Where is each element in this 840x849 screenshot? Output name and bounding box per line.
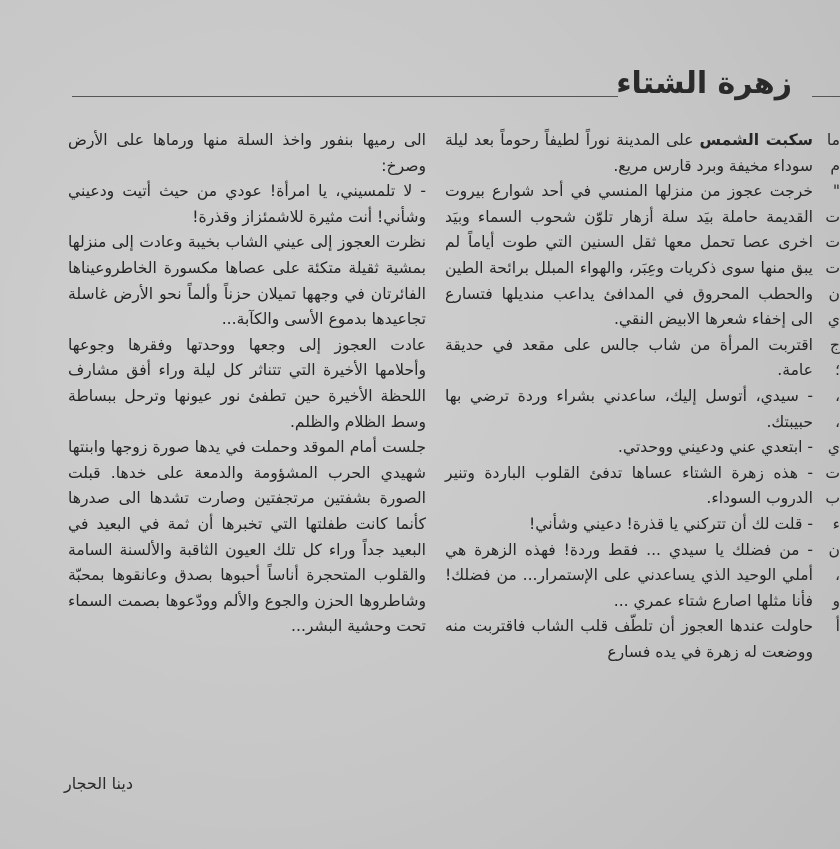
paragraph: الى رميها بنفور واخذ السلة منها ورماها على الأرض وصرخ: — [68, 131, 426, 175]
title-rule — [72, 96, 618, 97]
paragraph: خرجت عجوز من منزلها المنسي في أحد شوارع بيروت القديمة حاملة بيَد سلة أزهار تلوّن شحوب السماء وبيَد اخرى عصا تحمل معها ثقل السنين التي طوت أياماً لم يبق منها سوى ذكريات وعِبَر، والهواء المبلل برائحة الطين والحطب المحروق في المدافئ يداعب منديلها فتسارع الى إخفاء شعرها الابيض النقي. — [445, 182, 813, 329]
article-column-left — [68, 128, 426, 640]
paragraph: - ابتعدي عني ودعيني ووحدتي. — [617, 438, 813, 457]
adjacent-column-fragment: ما م " ت ت ت ن ي ج ؛ ، ، ي ت ب ء ن ، و أ — [825, 131, 840, 636]
paragraph: جلست أمام الموقد وحملت في يدها صورة زوجها وابنتها شهيدي الحرب المشؤومة والدمعة على خدها. قبلت الصورة بشفتين مرتجفتين وصارت تشدها الى صدرها كأنما كانت طفلتها التي تخبرها أن ثمة في البعيد في البعيد جداً وراء كل تلك العيون الثاقبة والألسنة السامة والقلوب المتحجرة أناساً أحبوها بصدق وعانقوها بمحبّة وشاطروها الحزن والجوع والألم وودّعوها بصمت السماء تحت وحشية البشر... — [68, 438, 426, 636]
paragraph: نظرت العجوز إلى عيني الشاب بخيبة وعادت إلى منزلها بمشية ثقيلة متكئة على عصاها مكسورة الخاطروعيناها الفائرتان في وجهها تميلان حزناً وألماً نحو الأرض غاسلة تجاعيدها بدموع الأسى والكآبة... — [68, 233, 426, 329]
author-name: دينا الحجار — [64, 774, 133, 793]
paragraph: - سيدي، أتوسل إليك، ساعدني بشراء وردة ترضي بها حبيبتك. — [445, 386, 813, 431]
paragraph: - لا تلمسيني، يا امرأة! عودي من حيث أتيت ودعيني وشأني! أنت مثيرة للاشمئزاز وقذرة! — [68, 182, 426, 226]
lead-words: سكبت الشمس — [699, 131, 813, 149]
article-column-right — [445, 128, 813, 665]
paragraph: - من فضلك يا سيدي ... فقط وردة! فهذه الزهرة هي أملي الوحيد الذي يساعدني على الإستمرار... من فضلك! فأنا مثلها اصارع شتاء عمري ... — [445, 540, 813, 610]
article-title: زهرة الشتاء — [616, 66, 792, 101]
paragraph: حاولت عندها العجوز أن تلطّف قلب الشاب فاقتربت منه ووضعت له زهرة في يده فسارع — [445, 617, 813, 661]
paragraph: عادت العجوز إلى وجعها ووحدتها وفقرها وجوعها وأحلامها الأخيرة التي تتناثر كل ليلة وراء أفق مشارف اللحظة الأخيرة حين تطفئ نور عيونها وترحل ببساطة وسط الظلام والظلم. — [68, 335, 426, 431]
paragraph: - قلت لك أن تتركني يا قذرة! دعيني وشأني! — [529, 514, 813, 533]
paragraph: سكبت الشمس على المدينة نوراً لطيفاً رحوماً بعد ليلة سوداء مخيفة وبرد قارس مريع. — [445, 131, 813, 175]
paragraph: - هذه زهرة الشتاء عساها تدفئ القلوب الباردة وتنير الدروب السوداء. — [445, 463, 813, 508]
title-rule-right — [812, 96, 840, 97]
paragraph: اقتربت المرأة من شاب جالس على مقعد في حديقة عامة. — [445, 335, 813, 380]
